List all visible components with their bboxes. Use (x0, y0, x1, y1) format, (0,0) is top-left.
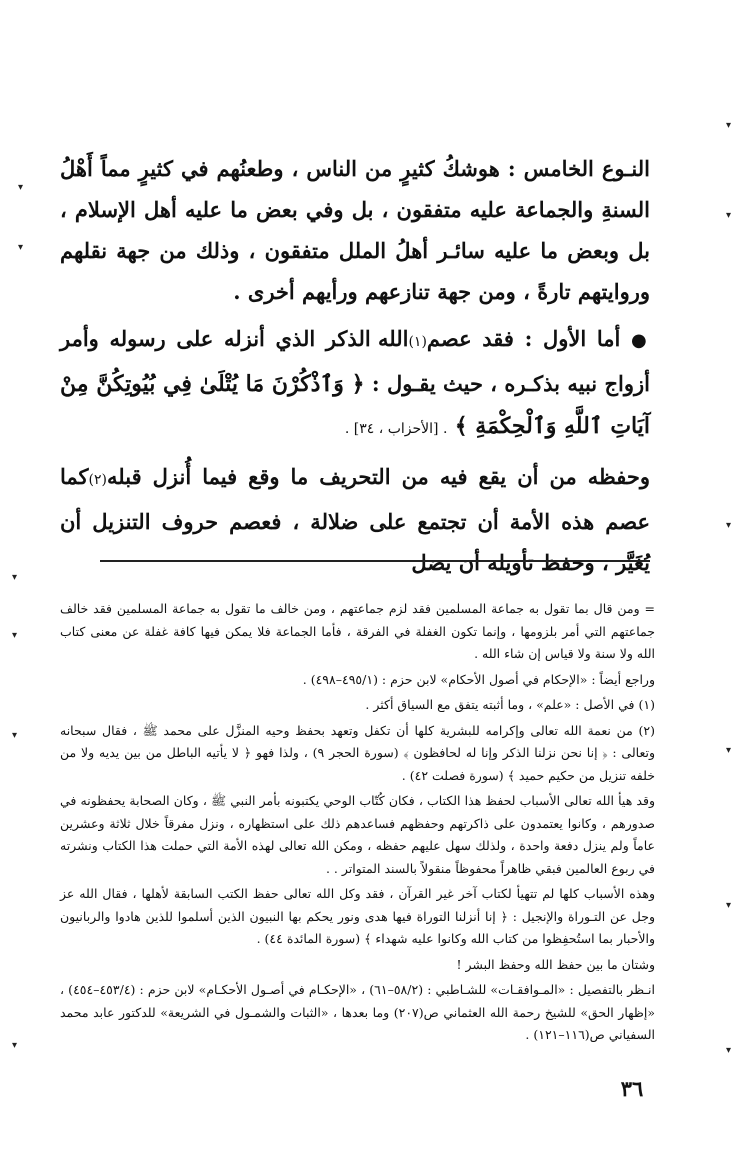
paragraph-2-lead: أما الأول : فقد عصم (426, 326, 621, 351)
footnote-2-part-b: وقد هيأ الله تعالى الأسباب لحفظ هذا الكتاب ، فكان كُتّاب الوحي يكتبونه بأمر النبي ﷺ ، وكان الصحابة يحفظونه في صدورهم ، وكانوا يعتمدون على ذاكرتهم وحفظهم فساعدهم ذلك على استظهاره ، ونزل مفرقاً خلال ثلاثة وعشرين عاماً ولم ينزل دفعة واحدة ، ولذلك سهل عليهم حفظه ، ومكن الله تعالى لهذه الأمة التي حملت هذا الكتاب ونشرته في ربوع العالمين فبقي ظاهراً محفوظاً منقولاً بالسند المتواتر . . (60, 793, 655, 876)
footnote-reference: وراجع أيضاً : «الإحكام في أصول الأحكام» لابن حزم : (٤٩٥/١–٤٩٨) . (302, 671, 655, 687)
margin-mark: ▾ (12, 1040, 18, 1051)
margin-mark: ▾ (18, 242, 24, 253)
footnote-divider (100, 560, 650, 562)
footnote-2-part-c: وهذه الأسباب كلها لم تتهيأ لكتاب آخر غير القرآن ، فقد وكل الله تعالى حفظ الكتب السابقة لأهلها ، فقال الله عز وجل عن التـوراة والإنجيل : ﴿ إنا أنزلنا التوراة فيها هدى ونور يحكم بها النبيون الذين أسلموا للذين هادوا والربانيون والأحبار بما استُحفِظوا من كتاب الله وكانوا عليه شهداء ﴾ (سورة المائدة ٤٤) . (60, 886, 655, 946)
footnote-2-part-e: انـظر بالتفصيل : «المـوافقـات» للشـاطبي : (٥٨/٢–٦١) ، «الإحكـام في أصـول الأحكـام» لابن حزم : (٤٥٣/٤–٤٥٤) ، «إظهار الحق» للشيخ رحمة الله العثماني ص(٢٠٧) وما بعدها ، «الثبات والشمـول في الشريعة» للدكتور عابد محمد السفياني ص(١١٦–١٢١) . (60, 982, 655, 1042)
paragraph-3-part-a: وحفظه من أن يقع فيه من التحريف ما وقع فيما أُنزل قبله (107, 464, 650, 489)
paragraph-2 (60, 318, 650, 450)
margin-mark: ▾ (12, 572, 18, 583)
quran-reference: . [الأحزاب ، ٣٤] . (344, 421, 448, 437)
footnote-marker-1[interactable]: (١) (408, 334, 427, 350)
margin-mark: ▾ (726, 745, 732, 756)
footnotes (60, 598, 655, 1050)
footnote-marker-2[interactable]: (٢) (88, 472, 108, 488)
margin-mark: ▾ (726, 520, 732, 531)
margin-mark: ▾ (726, 1045, 732, 1056)
main-text (60, 148, 650, 583)
footnote-continuation: = ومن قال بما تقول به جماعة المسلمين فقد لزم جماعتهم ، ومن خالف ما تقول به جماعة المسلمين فقد خالف جماعتهم التي أمر بلزومها ، وإنما تكون الغفلة في الفرقة ، فأما الجماعة فلا يمكن فيها كافة غفلة عن معنى كتاب الله ولا سنة ولا قياس إن شاء الله . (60, 601, 655, 661)
footnote-2-part-a: (٢) من نعمة الله تعالى وإكرامه للبشرية كلها أن تكفل وتعهد بحفظ وحيه المنزَّل على محمد ﷺ ، فقال سبحانه وتعالى : ﴿ إنا نحن نزلنا الذكر وإنا له لحافظون ﴾ (سورة الحجر ٩) ، ولذا فهو ﴿ لا يأتيه الباطل من بين يديه ولا من خلفه تنزيل من حكيم حميد ﴾ (سورة فصلت ٤٢) . (60, 722, 655, 783)
margin-mark: ▾ (726, 210, 732, 221)
margin-mark: ▾ (18, 182, 24, 193)
paragraph-3 (60, 456, 650, 583)
footnote-1: (١) في الأصل : «علم» ، وما أثبته يتفق مع السياق أكثر . (365, 697, 655, 712)
margin-mark: ▾ (12, 730, 18, 741)
margin-mark: ▾ (726, 900, 732, 911)
paragraph-1: النـوع الخامس : هوشكُ كثيرٍ من الناس ، وطعنُهم في كثيرٍ مماً أَهْلُ السنةِ والجماعة عليه متفقون ، بل وفي بعض ما عليه أهل الإسلام ، بل وبعض ما عليه سائـر أهلُ الملل متفقون ، وذلك من جهة نقلهم وروايتهم تارةً ، ومن جهة تنازعهم ورأيهم أخرى . (60, 156, 650, 304)
footnote-2-part-d: وشتان ما بين حفظ الله وحفظ البشر ! (456, 956, 655, 972)
paragraph-2-body: الله الذكر الذي أنزله على رسوله وأمر أزواج نبيه بذكـره ، حيث يقـول : (60, 326, 650, 396)
bullet-icon: ● (630, 330, 651, 351)
quran-quote: ﴿ وَٱذْكُرْنَ مَا يُتْلَىٰ فِي بُيُوتِكُنَّ مِنْ آيَاتِ ٱللَّهِ وَٱلْحِكْمَةِ ﴾ (60, 371, 650, 439)
margin-mark: ▾ (12, 630, 18, 641)
page-number: ٣٦ (620, 1076, 644, 1101)
paragraph-3-part-b: كما عصم هذه الأمة أن تجتمع على ضلالة ، فعصم حروف التنزيل أن يُغَيَّر ، وحفظ تأويله أن يضل (60, 464, 650, 575)
margin-mark: ▾ (726, 120, 732, 131)
